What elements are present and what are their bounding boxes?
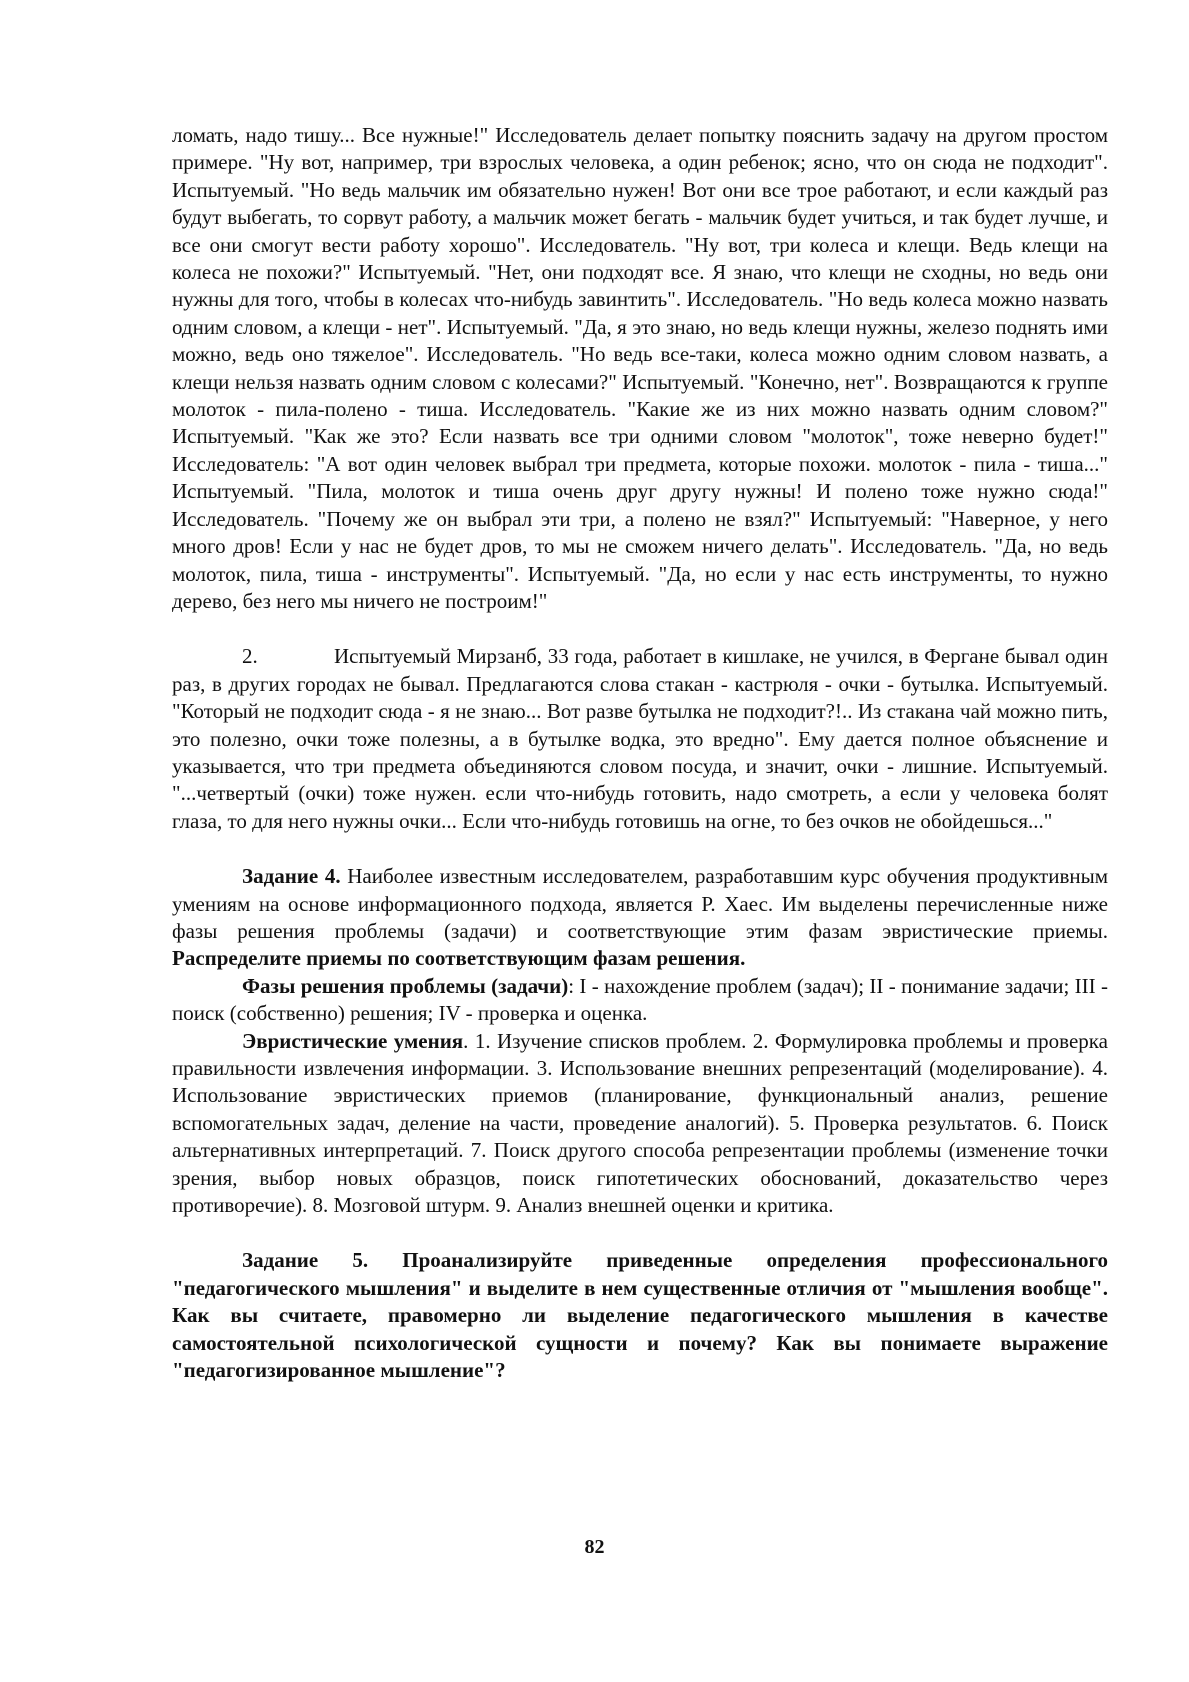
- paragraph-gap: [172, 1219, 1108, 1247]
- task-4-text: Наиболее известным исследователем, разработавшим курс обучения продуктивным умениям на основе информационного подхода, является Р. Хаес. Им выделены перечисленные ниже фазы решения проблемы (задачи) и соответствующие этим фазам эвристические приемы.: [172, 864, 1109, 943]
- dialogue-paragraph: ломать, надо тишу... Все нужные!" Исследователь делает попытку пояснить задачу на другом простом примере. "Ну вот, например, три взрослых человека, а один ребенок; ясно, что он сюда не подходит". Испытуемый. "Но ведь мальчик им обязательно нужен! Вот они все трое работают, и если каждый раз будут выбегать, то сорвут работу, а мальчик может бегать - мальчик будет учиться, и так будет лучше, и все они смогут вести работу хорошо". Исследователь. "Ну вот, три колеса и клещи. Ведь клещи на колеса не похожи?" Испытуемый. "Нет, они подходят все. Я знаю, что клещи не сходны, но ведь они нужны для того, чтобы в колесах что-нибудь завинтить". Исследователь. "Но ведь колеса можно назвать одним словом, а клещи - нет". Испытуемый. "Да, я это знаю, но ведь клещи нужны, железо поднять ими можно, ведь оно тяжелое". Исследователь. "Но ведь все-таки, колеса можно одним словом назвать, а клещи нельзя назвать одним словом с колесами?" Испытуемый. "Конечно, нет". Возвращаются к группе молоток - пила-полено - тиша. Исследователь. "Какие же из них можно назвать одним словом?" Испытуемый. "Как же это? Если назвать все три одними словом "молоток", тоже неверно будет!" Исследователь: "А вот один человек выбрал три предмета, которые похожи. молоток - пила - тиша..." Испытуемый. "Пила, молоток и тиша очень друг другу нужны! И полено тоже нужно сюда!" Исследователь. "Почему же он выбрал эти три, а полено не взял?" Испытуемый: "Наверное, у него много дров! Если у нас не будет дров, то мы не сможем ничего делать". Исследователь. "Да, но ведь молоток, пила, тиша - инструменты". Испытуемый. "Да, но если у нас есть инструменты, то нужно дерево, без него мы ничего не построим!": [172, 123, 1108, 613]
- task-5-text: . Проанализируйте приведенные определения профессионального "педагогического мышления" и выделите в нем существенные отличия от "мышления вообще". Как вы считаете, правомерно ли выделение педагогического мышления в качестве самостоятельной психологической сущности и почему? Как вы понимаете выражение "педагогизированное мышление"?: [172, 1248, 1108, 1383]
- paragraph-gap: [172, 835, 1108, 863]
- task-4-skills-text: . 1. Изучение списков проблем. 2. Формулировка проблемы и проверка правильности извлечения информации. 3. Использование внешних репрезентаций (моделирование). 4. Использование эвристических приемов (планирование, функциональный анализ, решение вспомогательных задач, деление на части, проведение аналогий). 5. Проверка результатов. 6. Поиск альтернативных интерпретаций. 7. Поиск другого способа репрезентации проблемы (изменение точки зрения, выбор новых образцов, поиск гипотетических обоснований, доказательство через противоречие). 8. Мозговой штурм. 9. Анализ внешней оценки и критика.: [172, 1028, 1108, 1218]
- case-2-first-line: Испытуемый Мирзанб, 33 года, работает в кишлаке, не учился, в Фергане бывал: [334, 644, 1060, 669]
- case-2-number: 2.: [242, 644, 258, 669]
- task-4-phases-label: Фазы решения проблемы (задачи): [242, 973, 569, 998]
- paragraph-gap: [172, 615, 1108, 643]
- task-4-skills: [172, 1028, 1108, 1220]
- task-4-phases: [172, 973, 1108, 1028]
- page-body: [172, 122, 1108, 1384]
- task-4-label: Задание 4.: [242, 864, 341, 889]
- task-4-paragraph: [172, 863, 1108, 973]
- task-4-phases-text: : I - нахождение проблем (задач); II - понимание задачи; III - поиск (собственно) решения; IV - проверка и оценка.: [172, 973, 1108, 1026]
- task-5-paragraph: [172, 1247, 1108, 1384]
- case-2-rest: один раз, в других городах не бывал. Предлагаются слова стакан - кастрюля - очки - бутылка. Испытуемый. "Который не подходит сюда - я не знаю... Вот разве бутылка не подходит?!.. Из стакана чай можно пить, это полезно, очки тоже полезны, а в бутылке водка, это вредно". Ему дается полное объяснение и указывается, что три предмета объединяются словом посуда, и значит, очки - лишние. Испытуемый. "...четвертый (очки) тоже нужен. если что-нибудь готовить, надо смотреть, а если у человека болят глаза, то для него нужны очки... Если что-нибудь готовишь на огне, то без очков не обойдешься...": [172, 644, 1109, 833]
- task-4-skills-label: Эвристические умения: [242, 1028, 464, 1053]
- page-number: 82: [584, 1536, 605, 1558]
- task-5-label: Задание 5: [242, 1248, 363, 1273]
- task-4-instruction: Распределите приемы по соответствующим фазам решения.: [172, 946, 746, 971]
- case-2-paragraph: [172, 643, 1108, 835]
